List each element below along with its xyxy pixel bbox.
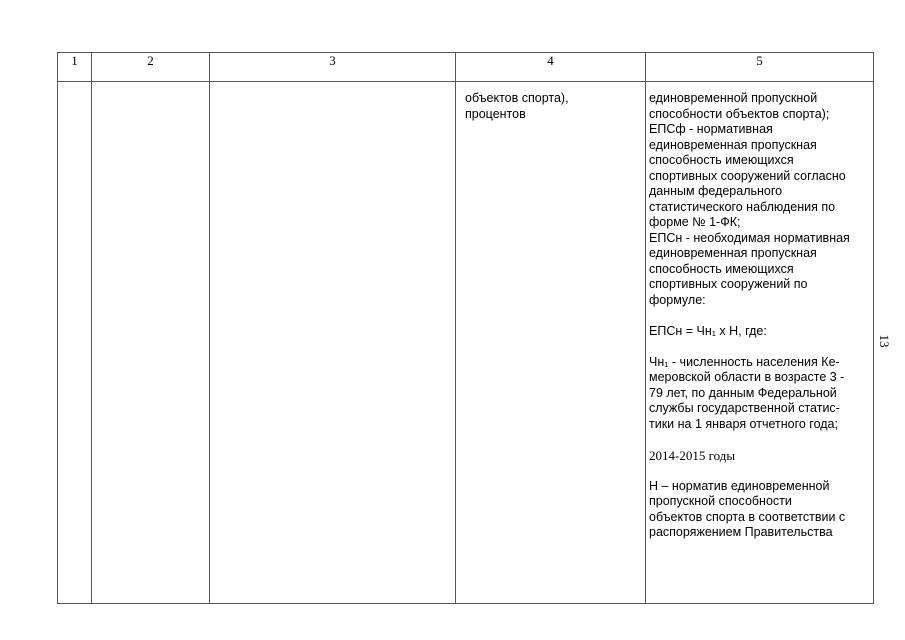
formula-line: ЕПСн = Чн₁ х Н, где: bbox=[649, 323, 767, 338]
col5-line: единовременная пропускная bbox=[649, 137, 817, 152]
header-col-5: 5 bbox=[646, 53, 874, 82]
col5-line: спортивных сооружений по bbox=[649, 277, 808, 291]
col5-line: Чн₁ - численность населения Ке- bbox=[649, 354, 840, 369]
col5-line: Н – норматив единовременной bbox=[649, 478, 830, 493]
page-number: 13 bbox=[877, 334, 892, 348]
cell-col-3 bbox=[210, 82, 456, 604]
col5-line: тики на 1 января отчетного года; bbox=[649, 416, 838, 431]
col5-line: службы государственной статис- bbox=[649, 401, 840, 415]
years-line: 2014-2015 годы bbox=[649, 447, 736, 463]
cell-col-5 bbox=[646, 82, 874, 604]
table-row bbox=[58, 82, 874, 604]
col5-line: способность имеющихся bbox=[649, 261, 794, 276]
col5-line: данным федерального bbox=[649, 184, 783, 198]
header-row bbox=[58, 53, 874, 82]
col5-line: единовременная пропускная bbox=[649, 246, 817, 260]
col5-line: меровской области в возрасте 3 - bbox=[649, 370, 845, 384]
col5-line: статистического наблюдения по bbox=[649, 199, 836, 214]
col4-line-1: объектов спорта), bbox=[465, 91, 569, 105]
col5-line: распоряжением Правительства bbox=[649, 525, 833, 539]
col4-line-2: процентов bbox=[465, 106, 526, 121]
cell-col-4 bbox=[456, 82, 646, 604]
header-col-2: 2 bbox=[92, 53, 210, 82]
header-col-3: 3 bbox=[210, 53, 456, 82]
col5-line: ЕПСф - нормативная bbox=[649, 122, 773, 136]
document-table bbox=[57, 52, 874, 604]
col5-line: ЕПСн - необходимая нормативная bbox=[649, 230, 850, 245]
cell-col-1 bbox=[58, 82, 92, 604]
col5-line: способность имеющихся bbox=[649, 153, 794, 167]
col5-line: способности объектов спорта); bbox=[649, 106, 830, 121]
header-col-1: 1 bbox=[58, 53, 92, 82]
col5-line: единовременной пропускной bbox=[649, 91, 818, 105]
cell-col-2 bbox=[92, 82, 210, 604]
header-col-4: 4 bbox=[456, 53, 646, 82]
col5-line: форме № 1-ФК; bbox=[649, 215, 741, 229]
col5-line: 79 лет, по данным Федеральной bbox=[649, 385, 837, 400]
col5-line: формуле: bbox=[649, 292, 706, 307]
col5-line: объектов спорта в соответствии с bbox=[649, 509, 846, 524]
col5-line: спортивных сооружений согласно bbox=[649, 168, 846, 183]
col5-line: пропускной способности bbox=[649, 494, 792, 508]
